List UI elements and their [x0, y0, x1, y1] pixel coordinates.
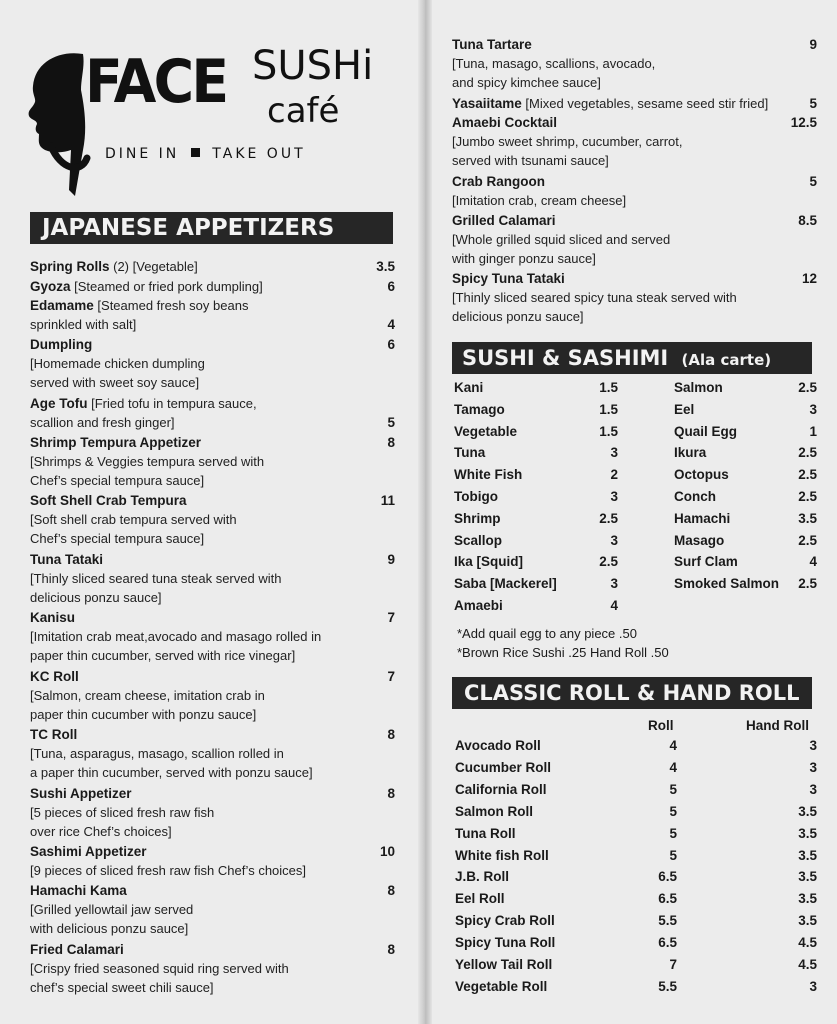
- menu-item-title-line: [30, 394, 395, 413]
- sushi-item: [454, 380, 624, 400]
- roll-item-hand-price: 3.5: [798, 847, 817, 863]
- roll-item-name: Spicy Tuna Roll: [455, 935, 556, 951]
- menu-item: [30, 667, 395, 724]
- menu-item-price: 8: [387, 941, 395, 957]
- menu-item-title-line: [30, 433, 395, 452]
- roll-item-roll-price: 6.5: [658, 869, 677, 885]
- menu-item-title-line: [30, 842, 395, 861]
- sushi-item-price: 3: [610, 445, 618, 461]
- sushi-item-name: Hamachi: [674, 510, 731, 526]
- roll-column-header: Roll: [648, 718, 674, 733]
- menu-item-name: Shrimp Tempura Appetizer: [30, 434, 202, 450]
- sushi-item: [454, 576, 624, 596]
- logo-tagline: [105, 146, 306, 162]
- menu-item-desc-line: with delicious ponzu sauce]: [30, 921, 189, 936]
- sushi-item-price: 2.5: [599, 554, 618, 570]
- sushi-item-name: Shrimp: [454, 510, 501, 526]
- menu-item-desc-line: delicious ponzu sauce]: [30, 589, 162, 605]
- roll-item: [452, 826, 817, 846]
- roll-item-hand-price: 3: [809, 759, 817, 775]
- roll-item-hand-price: 3.5: [798, 825, 817, 841]
- dine-in-label: DINE IN: [105, 146, 180, 162]
- sushi-item-name: Tobigo: [454, 489, 498, 504]
- menu-item-desc-line: [Homemade chicken dumpling: [30, 356, 205, 371]
- menu-item-price: 9: [809, 37, 817, 52]
- sushi-item: [454, 445, 624, 465]
- menu-item: [30, 277, 395, 296]
- roll-item-roll-price: 5.5: [658, 978, 677, 994]
- sushi-item-name: Salmon: [674, 380, 723, 395]
- sushi-item: [674, 554, 817, 574]
- roll-item-name: Yellow Tail Roll: [455, 957, 553, 972]
- menu-item-price: 10: [379, 844, 395, 859]
- menu-item-desc-line: [Thinly sliced seared spicy tuna steak served with: [452, 290, 737, 305]
- menu-item-desc-line: [Grilled yellowtail jaw served: [30, 902, 194, 917]
- menu-item-name: Age Tofu: [30, 395, 88, 411]
- roll-item-name: J.B. Roll: [455, 869, 510, 885]
- roll-item: [452, 760, 817, 780]
- sushi-item: [454, 533, 624, 553]
- menu-fold: [418, 0, 432, 1024]
- menu-item-title-line: [30, 667, 395, 686]
- sushi-item-price: 3: [610, 532, 618, 548]
- menu-item-title-line: [30, 784, 395, 803]
- sushi-item: [454, 554, 624, 574]
- sushi-item-name: Quail Egg: [674, 423, 738, 439]
- sushi-item: [674, 445, 817, 465]
- menu-item: [452, 35, 817, 92]
- menu-item-name: Tuna Tartare: [452, 37, 532, 52]
- sushi-item-name: Smoked Salmon: [674, 576, 780, 592]
- menu-item-desc-line: [Thinly sliced seared tuna steak served with: [30, 570, 282, 586]
- menu-item-inline-desc: [Steamed or fried pork dumpling]: [70, 278, 263, 294]
- menu-item: [30, 881, 395, 938]
- roll-item-hand-price: 3: [809, 738, 817, 753]
- roll-item-name: California Roll: [455, 781, 547, 797]
- sushi-item-price: 1.5: [599, 380, 618, 395]
- menu-item-desc-line: with ginger ponzu sauce]: [452, 250, 596, 266]
- menu-item-name: Spring Rolls: [30, 259, 110, 274]
- menu-item-title-line: [30, 608, 395, 627]
- menu-item-name: Hamachi Kama: [30, 883, 127, 898]
- roll-item-name: Eel Roll: [455, 891, 505, 907]
- menu-item-desc-line: [Tuna, masago, scallions, avocado,: [452, 56, 656, 71]
- menu-item-desc-line: delicious ponzu sauce]: [452, 309, 584, 324]
- menu-item: [452, 113, 817, 170]
- menu-item-price: 3.5: [376, 259, 395, 274]
- menu-item: [30, 842, 395, 880]
- menu-item-desc-line: [9 pieces of sliced fresh raw fish Chef’s choices]: [30, 863, 307, 878]
- sushi-item-price: 1.5: [599, 401, 618, 417]
- menu-item-desc-line: sprinkled with salt]: [30, 317, 137, 332]
- sushi-item-price: 2.5: [798, 489, 817, 504]
- menu-item-name: Grilled Calamari: [452, 212, 556, 228]
- roll-item-roll-price: 5: [669, 803, 677, 819]
- menu-item-inline-desc: [Steamed fresh soy beans: [93, 298, 249, 313]
- sushi-item-price: 1: [809, 423, 817, 439]
- menu-item-desc-line: a paper thin cucumber, served with ponzu sauce]: [30, 765, 313, 780]
- menu-item: [452, 211, 817, 268]
- sushi-item-name: Conch: [674, 489, 716, 504]
- menu-item-price: 8: [387, 883, 395, 898]
- menu-item-name: Yasaiitame: [452, 95, 522, 111]
- roll-item-name: Vegetable Roll: [455, 978, 548, 994]
- menu-item-desc-line: [Jumbo sweet shrimp, cucumber, carrot,: [452, 134, 683, 149]
- menu-item-price: 5: [809, 95, 817, 111]
- rolls-banner: [452, 677, 812, 709]
- roll-item-roll-price: 6.5: [658, 935, 677, 951]
- sushi-item-price: 3: [610, 489, 618, 504]
- menu-item-desc-line: [Shrimps & Veggies tempura served with: [30, 453, 265, 469]
- roll-item: [452, 738, 817, 758]
- logo-sushi-text: SUSHi: [252, 43, 374, 89]
- menu-item-desc-line: over rice Chef’s choices]: [30, 823, 172, 839]
- menu-item: [30, 433, 395, 490]
- menu-item-desc-line: [Imitation crab meat,avocado and masago rolled in: [30, 629, 322, 644]
- sushi-title: SUSHI & SASHIMI: [462, 346, 669, 370]
- roll-item: [452, 804, 817, 824]
- roll-item-roll-price: 5.5: [658, 913, 677, 929]
- roll-item-roll-price: 4: [669, 759, 677, 775]
- menu-item: [30, 940, 395, 997]
- roll-item-name: Avocado Roll: [455, 738, 541, 753]
- menu-item-price: 6: [387, 278, 395, 294]
- sushi-item: [674, 511, 817, 531]
- menu-item-title-line: [30, 940, 395, 959]
- menu-item-desc-line: Chef’s special tempura sauce]: [30, 531, 205, 546]
- sushi-item-price: 2.5: [798, 467, 817, 483]
- sushi-item-name: Eel: [674, 401, 695, 417]
- roll-item-roll-price: 5: [669, 825, 677, 841]
- roll-item-hand-price: 3.5: [798, 803, 817, 819]
- menu-item-name: Crab Rangoon: [452, 173, 545, 189]
- brown-rice-note: *Brown Rice Sushi .25 Hand Roll .50: [457, 645, 669, 660]
- menu-item-price: 5: [387, 414, 395, 430]
- menu-item-desc-line: paper thin cucumber with ponzu sauce]: [30, 706, 257, 722]
- menu-item-price: 6: [387, 337, 395, 352]
- menu-item-desc-line: [Salmon, cream cheese, imitation crab in: [30, 687, 265, 703]
- menu-item-title-line: [452, 269, 817, 288]
- menu-item-desc-line: served with tsunami sauce]: [452, 153, 609, 168]
- menu-item-title-line: [452, 113, 817, 132]
- sushi-item-price: 4: [809, 554, 817, 570]
- roll-item-roll-price: 4: [669, 738, 677, 753]
- menu-item-title-line: [30, 881, 395, 900]
- menu-item-desc-line: [Whole grilled squid sliced and served: [452, 231, 671, 247]
- menu-item: [452, 269, 817, 326]
- roll-item-name: Tuna Roll: [455, 825, 516, 841]
- menu-item-desc-line: scallion and fresh ginger]: [30, 414, 175, 430]
- sushi-item-name: Kani: [454, 380, 484, 395]
- sushi-item-price: 3: [809, 401, 817, 417]
- menu-item: [30, 335, 395, 392]
- roll-item: [452, 869, 817, 889]
- menu-item-name: Spicy Tuna Tataki: [452, 271, 565, 286]
- roll-item-roll-price: 5: [669, 847, 677, 863]
- menu-item: [452, 172, 817, 210]
- menu-item-inline-desc: (2) [Vegetable]: [109, 259, 198, 274]
- menu-item-price: 12.5: [790, 115, 817, 130]
- sushi-item: [674, 380, 817, 400]
- menu-item: [452, 94, 817, 113]
- logo-cafe-text: café: [267, 91, 340, 131]
- menu-item-desc-line: [5 pieces of sliced fresh raw fish: [30, 804, 215, 820]
- sushi-item: [454, 598, 624, 618]
- roll-item-name: Spicy Crab Roll: [455, 913, 555, 929]
- sushi-item: [454, 424, 624, 444]
- menu-item-title-line: [452, 172, 817, 191]
- menu-item-title-line: [30, 296, 395, 315]
- menu-item: [30, 257, 395, 276]
- hand-roll-column-header: Hand Roll: [746, 718, 809, 733]
- roll-item-hand-price: 4.5: [798, 935, 817, 951]
- sushi-item-price: 3: [610, 576, 618, 592]
- restaurant-logo: [25, 40, 385, 200]
- sushi-item-price: 3.5: [798, 510, 817, 526]
- sushi-item-name: Octopus: [674, 467, 729, 483]
- sushi-item-name: Vegetable: [454, 423, 518, 439]
- sushi-item: [454, 489, 624, 509]
- menu-item-price: 5: [809, 173, 817, 189]
- sushi-item: [674, 576, 817, 596]
- roll-item-name: White fish Roll: [455, 847, 549, 863]
- menu-item-name: Amaebi Cocktail: [452, 115, 558, 130]
- menu-item-title-line: [30, 491, 395, 510]
- sushi-item-price: 2: [610, 467, 618, 483]
- sushi-item-price: 1.5: [599, 423, 618, 439]
- sushi-item: [454, 511, 624, 531]
- sushi-item-name: Ikura: [674, 445, 707, 461]
- menu-item: [30, 491, 395, 548]
- menu-item: [30, 296, 395, 334]
- sushi-item: [454, 467, 624, 487]
- menu-item-desc-line: Chef’s special tempura sauce]: [30, 472, 205, 488]
- menu-item-name: Sashimi Appetizer: [30, 844, 147, 859]
- menu-item-price: 9: [387, 551, 395, 567]
- sushi-item: [674, 533, 817, 553]
- sushi-item-price: 2.5: [798, 532, 817, 548]
- menu-item-desc-line: paper thin cucumber, served with rice vinegar]: [30, 648, 296, 663]
- menu-item-desc-line: chef’s special sweet chili sauce]: [30, 979, 214, 995]
- sushi-item-price: 2.5: [798, 380, 817, 395]
- sushi-item-price: 2.5: [798, 445, 817, 461]
- sushi-item-name: Ika [Squid]: [454, 554, 524, 570]
- menu-item-name: KC Roll: [30, 668, 79, 684]
- sushi-item-name: White Fish: [454, 467, 523, 483]
- menu-item-inline-desc: [Mixed vegetables, sesame seed stir fried]: [521, 95, 769, 111]
- sushi-item: [674, 402, 817, 422]
- sushi-banner: [452, 342, 812, 374]
- menu-item-title-line: [30, 550, 395, 569]
- sushi-item-name: Scallop: [454, 532, 503, 548]
- roll-item: [452, 913, 817, 933]
- quail-egg-note: *Add quail egg to any piece .50: [457, 626, 637, 641]
- sushi-item-name: Tuna: [454, 445, 486, 461]
- sushi-subtitle: (Ala carte): [681, 351, 772, 369]
- menu-item-desc-line: [Soft shell crab tempura served with: [30, 512, 237, 527]
- sushi-item-price: 4: [610, 598, 618, 613]
- menu-item-title-line: [30, 277, 395, 296]
- menu-item-name: Soft Shell Crab Tempura: [30, 493, 187, 508]
- menu-item-price: 8: [387, 785, 395, 801]
- sushi-item-price: 2.5: [798, 576, 817, 592]
- sushi-item: [674, 424, 817, 444]
- menu-item: [30, 608, 395, 665]
- roll-item-hand-price: 3.5: [798, 891, 817, 907]
- menu-item-title-line: [452, 94, 817, 113]
- menu-item: [30, 550, 395, 607]
- menu-item-inline-desc: [Fried tofu in tempura sauce,: [87, 395, 257, 411]
- menu-item: [30, 784, 395, 841]
- menu-item-title-line: [452, 35, 817, 54]
- sushi-item: [674, 489, 817, 509]
- menu-item-title-line: [30, 725, 395, 744]
- roll-item: [452, 979, 817, 999]
- roll-item-name: Salmon Roll: [455, 803, 534, 819]
- sushi-item-name: Masago: [674, 532, 725, 548]
- menu-item-price: 11: [380, 493, 395, 508]
- menu-item-name: Fried Calamari: [30, 941, 124, 957]
- menu-item-price: 7: [387, 668, 395, 684]
- menu-item-title-line: [30, 257, 395, 276]
- sushi-item-price: 2.5: [599, 510, 618, 526]
- menu-item-price: 7: [387, 610, 395, 625]
- sushi-item-name: Amaebi: [454, 598, 503, 613]
- rolls-title: CLASSIC ROLL & HAND ROLL: [464, 681, 800, 705]
- square-bullet-icon: [191, 148, 200, 157]
- sushi-item: [454, 402, 624, 422]
- roll-item-roll-price: 7: [669, 957, 677, 972]
- menu-item-desc-line: [Crispy fried seasoned squid ring served with: [30, 960, 289, 976]
- roll-item-roll-price: 5: [669, 781, 677, 797]
- sushi-item-name: Tamago: [454, 401, 505, 417]
- menu-item-name: TC Roll: [30, 727, 78, 742]
- sushi-item-name: Saba [Mackerel]: [454, 576, 557, 592]
- menu-item-title-line: [452, 211, 817, 230]
- roll-item-hand-price: 3: [809, 781, 817, 797]
- menu-item-desc-line: [Tuna, asparagus, masago, scallion rolled in: [30, 746, 284, 761]
- appetizers-banner: [30, 212, 393, 244]
- menu-item-name: Kanisu: [30, 610, 76, 625]
- logo-face-text: FACE: [85, 47, 227, 117]
- roll-item-roll-price: 6.5: [658, 891, 677, 907]
- roll-item: [452, 891, 817, 911]
- menu-item-name: Tuna Tataki: [30, 551, 104, 567]
- roll-item: [452, 935, 817, 955]
- menu-item-price: 8.5: [798, 212, 817, 228]
- menu-item-name: Dumpling: [30, 337, 93, 352]
- menu-item-title-line: [30, 335, 395, 354]
- roll-item-hand-price: 3.5: [798, 913, 817, 929]
- menu-item: [30, 394, 395, 432]
- sushi-item-name: Surf Clam: [674, 554, 738, 570]
- menu-item-price: 4: [387, 317, 395, 332]
- roll-item-hand-price: 3: [809, 978, 817, 994]
- menu-item-price: 8: [387, 727, 395, 742]
- roll-item: [452, 957, 817, 977]
- menu-item-desc-line: and spicy kimchee sauce]: [452, 75, 601, 90]
- menu-item-name: Gyoza: [30, 278, 71, 294]
- sushi-item: [674, 467, 817, 487]
- roll-item: [452, 848, 817, 868]
- roll-item: [452, 782, 817, 802]
- menu-item: [30, 725, 395, 782]
- roll-item-name: Cucumber Roll: [455, 759, 552, 775]
- menu-item-name: Sushi Appetizer: [30, 785, 132, 801]
- roll-item-hand-price: 3.5: [798, 869, 817, 885]
- roll-item-hand-price: 4.5: [798, 957, 817, 972]
- menu-item-price: 12: [801, 271, 817, 286]
- menu-item-desc-line: served with sweet soy sauce]: [30, 375, 200, 390]
- take-out-label: TAKE OUT: [212, 146, 306, 162]
- menu-item-desc-line: [Imitation crab, cream cheese]: [452, 192, 627, 208]
- menu-item-name: Edamame: [30, 298, 94, 313]
- menu-item-price: 8: [387, 434, 395, 450]
- appetizers-title: JAPANESE APPETIZERS: [42, 215, 335, 241]
